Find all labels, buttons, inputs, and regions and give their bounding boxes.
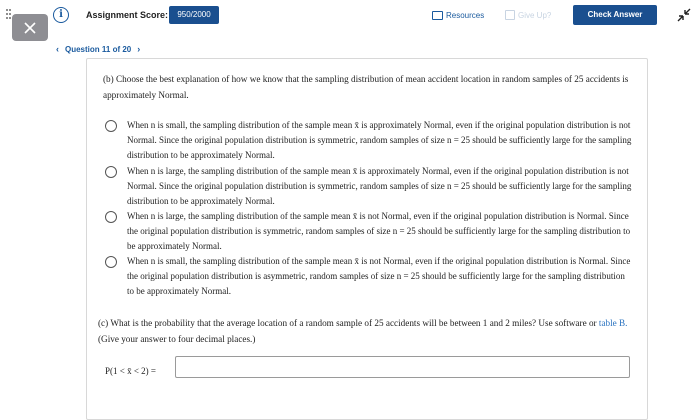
part-c-prompt [98, 315, 633, 347]
part-c-prompt-end: (Give your answer to four decimal places.) [98, 334, 256, 344]
part-c-prompt-start: (c) What is the probability that the average location of a random sample of 25 accidents will be between 1 and 2 miles? Use software or [98, 318, 599, 328]
option-c-text: When n is large, the sampling distribution of the sample mean x̄ is not Normal, even if the original population distribution is Normal. Since the original population distribution is symmetric, random samples of size n = 25 should be sufficiently large for the sampling distribution to be approximately Normal. [127, 211, 631, 251]
part-b-prompt: (b) Choose the best explanation of how we know that the sampling distribution of mean accident location in random samples of 25 accidents is approximately Normal. [103, 74, 629, 100]
previous-question-icon[interactable]: ‹ [56, 44, 59, 54]
option-b[interactable] [123, 164, 633, 209]
radio-option-d[interactable] [105, 256, 117, 268]
probability-label: P(1 < x̄ < 2) = [105, 366, 156, 376]
flag-icon [505, 10, 515, 20]
info-icon[interactable]: i [53, 7, 69, 23]
question-counter: Question 11 of 20 [65, 44, 132, 54]
close-button[interactable] [12, 14, 48, 41]
check-answer-button[interactable]: Check Answer [573, 5, 657, 25]
probability-answer-input[interactable] [175, 356, 630, 378]
radio-option-a[interactable] [105, 120, 117, 132]
resources-label: Resources [446, 10, 485, 20]
option-b-text: When n is large, the sampling distribution of the sample mean x̄ is approximately Normal, even if the original population distribution is not Normal. Since the original population distribution is symmetric, random samples of size n = 25 should be sufficiently large for the sampling distribution to be approximately Normal. [127, 166, 632, 206]
table-b-link[interactable]: table B. [598, 318, 628, 328]
option-a[interactable] [123, 118, 633, 163]
radio-option-b[interactable] [105, 166, 117, 178]
book-icon [432, 11, 443, 20]
close-icon [23, 21, 37, 35]
assignment-score-label: Assignment Score: [86, 10, 169, 20]
resources-button[interactable] [432, 6, 484, 24]
option-c[interactable] [123, 209, 633, 254]
assignment-score-value: 950/2000 [169, 6, 219, 24]
question-card [86, 58, 648, 420]
radio-option-c[interactable] [105, 211, 117, 223]
option-d-text: When n is small, the sampling distribution of the sample mean x̄ is not Normal, even if the original population distribution is Normal. Since the original population distribution is asymmetric, random samples of size n = 25 should be sufficiently large for the sampling distribution to be approximately Normal. [127, 256, 631, 296]
option-a-text: When n is small, the sampling distribution of the sample mean x̄ is approximately Normal, even if the original population distribution is not Normal. Since the original population distribution is symmetric, random samples of size n = 25 should be sufficiently large for the sampling distribution to be approximately Normal. [127, 120, 632, 160]
top-bar [0, 0, 700, 34]
option-d[interactable] [123, 254, 633, 299]
give-up-label: Give Up? [518, 10, 552, 20]
next-question-icon[interactable]: › [137, 44, 141, 54]
answer-row [105, 366, 175, 376]
question-navigation [56, 44, 140, 54]
give-up-button[interactable] [505, 6, 551, 24]
collapse-icon[interactable] [677, 8, 691, 22]
